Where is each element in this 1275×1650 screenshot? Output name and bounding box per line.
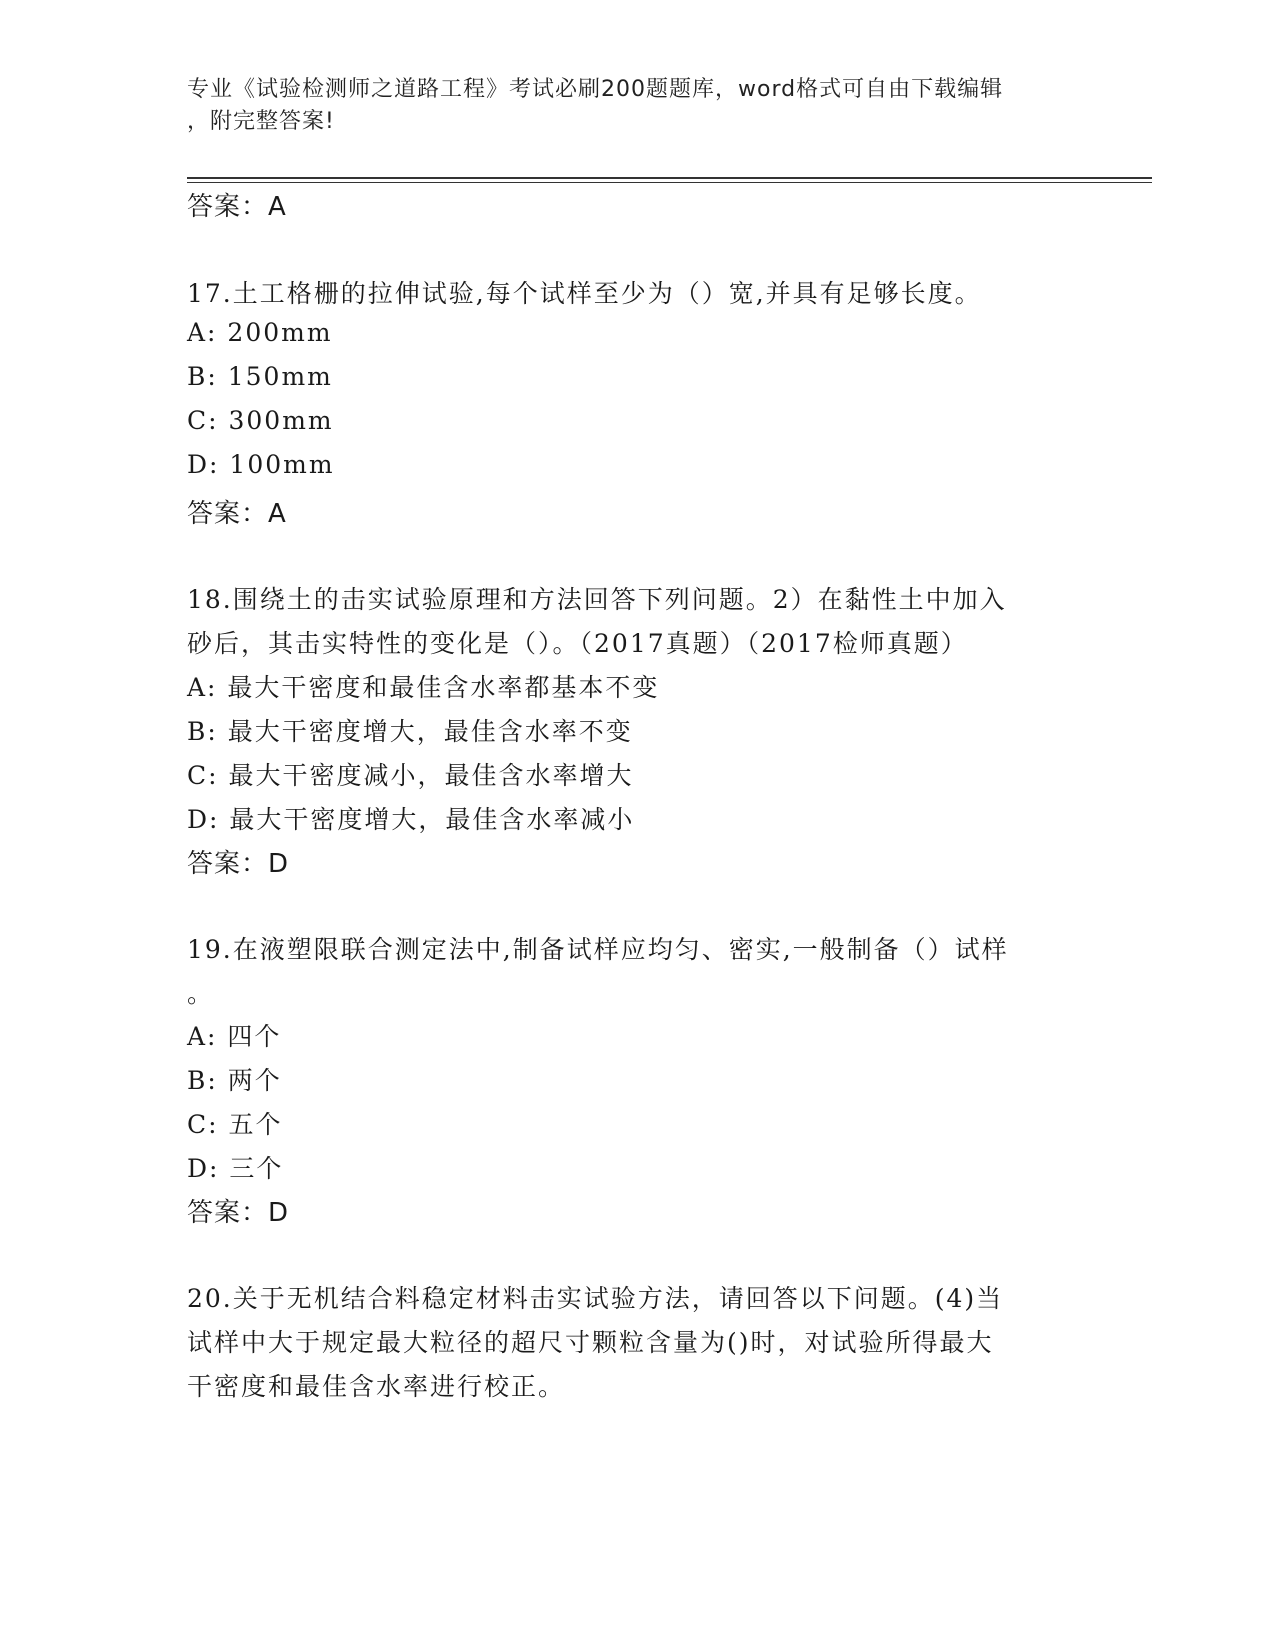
question-20-stem-line-2: 试样中大于规定最大粒径的超尺寸颗粒含量为()时，对试验所得最大 bbox=[187, 1328, 994, 1357]
question-18-option-d: D: 最大干密度增大，最佳含水率减小 bbox=[187, 805, 635, 834]
question-18-stem-line-2: 砂后，其击实特性的变化是（）。（2017真题）（2017检师真题） bbox=[187, 629, 968, 658]
question-19-option-a: A: 四个 bbox=[187, 1022, 282, 1051]
question-18-stem-line-1: 18.围绕土的击实试验原理和方法回答下列问题。2）在黏性土中加入 bbox=[187, 585, 1007, 614]
question-18-option-c: C: 最大干密度减小，最佳含水率增大 bbox=[187, 761, 634, 790]
question-19-option-d: D: 三个 bbox=[187, 1154, 284, 1183]
question-18-answer: 答案：D bbox=[187, 849, 290, 879]
question-17-option-c: C: 300mm bbox=[187, 406, 334, 435]
document-header bbox=[187, 74, 1067, 138]
question-18-option-a: A: 最大干密度和最佳含水率都基本不变 bbox=[187, 673, 660, 702]
question-17-option-d: D: 100mm bbox=[187, 450, 335, 479]
question-17-option-b: B: 150mm bbox=[187, 362, 333, 391]
question-19-option-b: B: 两个 bbox=[187, 1066, 282, 1095]
question-19-option-c: C: 五个 bbox=[187, 1110, 283, 1139]
question-17-stem: 17.土工格栅的拉伸试验,每个试样至少为（）宽,并具有足够长度。 bbox=[187, 279, 982, 308]
question-19-answer: 答案：D bbox=[187, 1198, 290, 1228]
question-17-answer: 答案：A bbox=[187, 499, 287, 529]
header-line-1: 专业《试验检测师之道路工程》考试必刷200题题库，word格式可自由下载编辑 bbox=[187, 77, 1004, 102]
question-18-option-b: B: 最大干密度增大，最佳含水率不变 bbox=[187, 717, 633, 746]
question-20-stem-line-1: 20.关于无机结合料稳定材料击实试验方法，请回答以下问题。(4)当 bbox=[187, 1284, 1004, 1313]
question-20-stem-line-3: 干密度和最佳含水率进行校正。 bbox=[187, 1372, 566, 1401]
question-19-stem-line-2: 。 bbox=[187, 979, 215, 1008]
header-line-2: ，附完整答案! bbox=[187, 109, 335, 134]
header-divider bbox=[187, 177, 1152, 183]
question-19-stem-line-1: 19.在液塑限联合测定法中,制备试样应均匀、密实,一般制备（）试样 bbox=[187, 935, 1009, 964]
question-17-option-a: A: 200mm bbox=[187, 318, 333, 347]
answer-prev: 答案：A bbox=[187, 192, 287, 222]
